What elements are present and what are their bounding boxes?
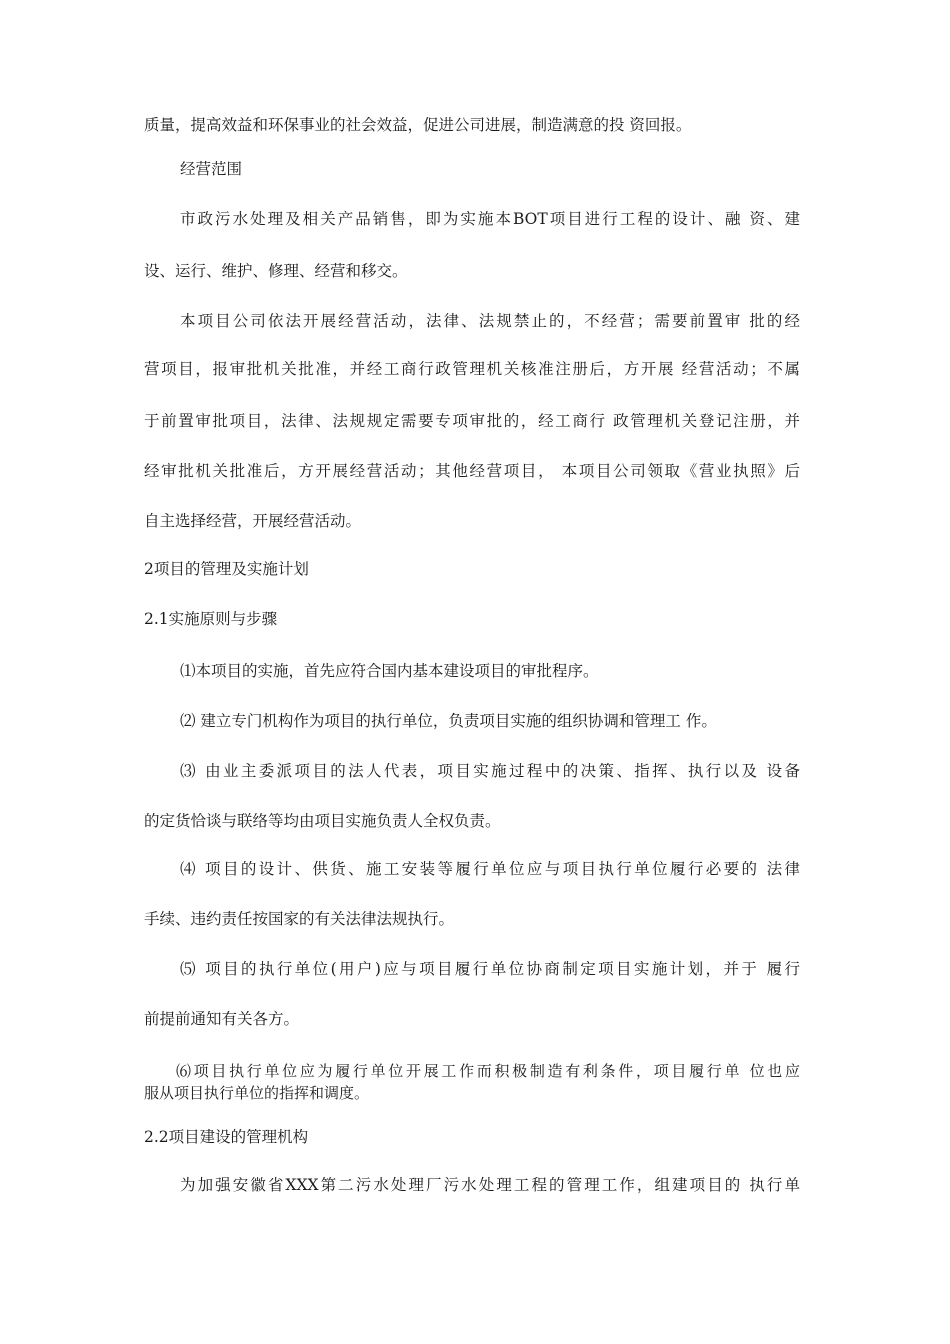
list-item: ⑵ 建立专门机构作为项目的执行单位，负责项目实施的组织协调和管理工 作。 <box>180 712 717 730</box>
paragraph-line: 市政污水处理及相关产品销售，即为实施本BOT项目进行工程的设计、融 资、建 <box>180 210 800 228</box>
list-item-continuation: 前提前通知有关各方。 <box>144 1010 300 1028</box>
paragraph-line: 为加强安徽省XXX第二污水处理厂污水处理工程的管理工作，组建项目的 执行单 <box>180 1176 800 1194</box>
list-item: ⑷ 项目的设计、供货、施工安装等履行单位应与项目执行单位履行必要的 法律 <box>180 860 800 878</box>
subsection-heading: 2.2项目建设的管理机构 <box>144 1128 309 1146</box>
list-item: ⑶ 由业主委派项目的法人代表，项目实施过程中的决策、指挥、执行以及 设备 <box>180 762 800 780</box>
paragraph-line: 本项目公司依法开展经营活动，法律、法规禁止的，不经营；需要前置审 批的经 <box>180 312 800 330</box>
paragraph-line: 于前置审批项目，法律、法规规定需要专项审批的，经工商行 政管理机关登记注册，并 <box>144 412 800 430</box>
paragraph-line: 质量，提高效益和环保事业的社会效益，促进公司进展，制造满意的投 资回报。 <box>144 116 692 134</box>
subsection-heading: 2.1实施原则与步骤 <box>144 610 278 628</box>
list-item-continuation: 的定货恰谈与联络等均由项目实施负责人全权负责。 <box>144 812 501 830</box>
paragraph-line: 自主选择经营，开展经营活动。 <box>144 512 362 530</box>
list-item: ⑸ 项目的执行单位(用户)应与项目履行单位协商制定项目实施计划，并于 履行 <box>180 960 800 978</box>
list-item: ⑴本项目的实施，首先应符合国内基本建设项目的审批程序。 <box>180 662 599 680</box>
list-item: ⑹项目执行单位应为履行单位开展工作而积极制造有利条件，项目履行单 位也应 <box>176 1062 800 1080</box>
paragraph-line: 设、运行、维护、修理、经营和移交。 <box>144 262 408 280</box>
section-heading: 2项目的管理及实施计划 <box>144 560 309 578</box>
paragraph-line: 营项目，报审批机关批准，并经工商行政管理机关核准注册后，方开展 经营活动；不属 <box>144 360 800 378</box>
list-item-continuation: 服从项目执行单位的指挥和调度。 <box>144 1084 370 1102</box>
paragraph-line: 经审批机关批准后，方开展经营活动；其他经营项目， 本项目公司领取《营业执照》后 <box>144 462 800 480</box>
list-item-continuation: 手续、违约责任按国家的有关法律法规执行。 <box>144 910 455 928</box>
section-heading: 经营范围 <box>180 160 243 178</box>
